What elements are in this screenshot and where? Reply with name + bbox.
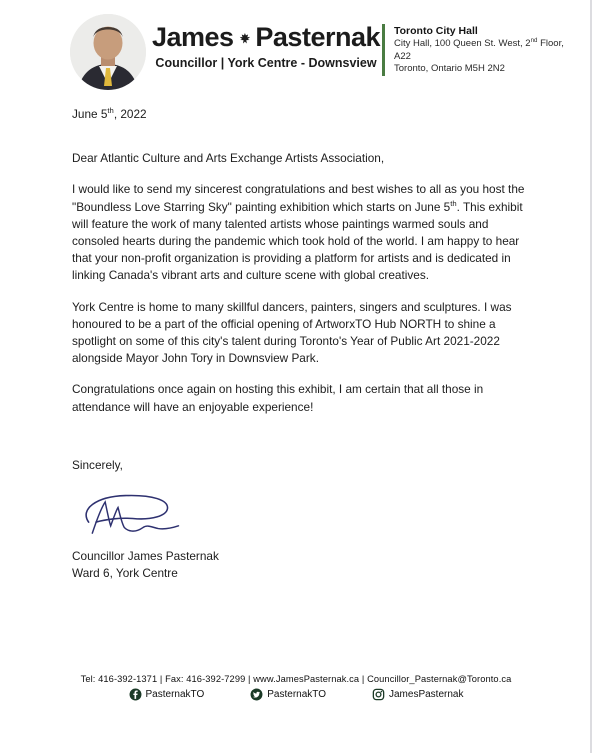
social-row	[0, 688, 592, 701]
instagram-icon	[372, 688, 385, 701]
signature-scribble	[74, 484, 184, 542]
twitter-handle: PasternakTO	[267, 689, 326, 700]
closing: Sincerely,	[72, 457, 123, 472]
letterhead	[70, 14, 564, 94]
paragraph-3: Congratulations once again on hosting this exhibit, I am certain that all those in attendance will have an enjoyable experience!	[72, 382, 484, 414]
address-block	[382, 24, 572, 76]
address-line-1: City Hall, 100 Queen St. West, 2nd Floor, A22	[394, 36, 564, 62]
name-subtitle: Councillor | York Centre - Downsview	[155, 56, 377, 70]
signer-name: Councillor James Pasternak	[72, 549, 219, 564]
twitter-icon	[250, 688, 263, 701]
name-last: Pasternak	[255, 22, 380, 52]
maple-leaf-icon	[239, 30, 251, 47]
footer-contact-line: Tel: 416-392-1371 | Fax: 416-392-7299 | www.JamesPasternak.ca | Councillor_Pasternak@Toronto.ca	[80, 674, 512, 684]
paragraph-2: York Centre is home to many skillful dancers, painters, singers and sculptures. I was honoured to be a part of the official opening of ArtworxTO Hub NORTH to shine a spotlight on some of this city's talent during Toronto's Year of Public Art 2021-2022 alongside Mayor John Tory in Downsview Park.	[72, 299, 512, 366]
address-line-2: Toronto, Ontario M5H 2N2	[394, 63, 505, 74]
page-edge-line	[590, 0, 592, 753]
footer	[0, 674, 592, 701]
social-item-instagram	[372, 688, 463, 701]
signer-block	[72, 548, 530, 582]
address-title: Toronto City Hall	[394, 25, 478, 37]
name-first: James	[152, 22, 234, 52]
letter-date: June 5th, 2022	[72, 106, 147, 121]
signature	[74, 484, 184, 542]
facebook-handle: PasternakTO	[145, 689, 205, 700]
instagram-handle: JamesPasternak	[388, 689, 464, 700]
name-block	[152, 22, 380, 70]
letter-body	[72, 104, 530, 582]
salutation: Dear Atlantic Culture and Arts Exchange Artists Association,	[72, 151, 385, 166]
facebook-icon	[129, 688, 142, 701]
paragraph-1: I would like to send my sincerest congratulations and best wishes to all as you host the "Boundless Love Starring Sky" painting exhibition which starts on June 5th. This exhibit will feature the work of many talented artists whose paintings warmed souls and consoled hearts during the pandemic which took hold of the world. I am happy to hear that your non-profit organization is providing a platform for artists and is dedicated in linking Canada's vibrant arts and culture scene with global creatives.	[72, 182, 525, 283]
portrait-photo	[70, 14, 146, 90]
page-title	[152, 22, 380, 53]
portrait-image	[70, 14, 146, 90]
signer-ward: Ward 6, York Centre	[72, 566, 178, 581]
social-item-twitter	[250, 688, 326, 701]
social-item-facebook	[129, 688, 205, 701]
